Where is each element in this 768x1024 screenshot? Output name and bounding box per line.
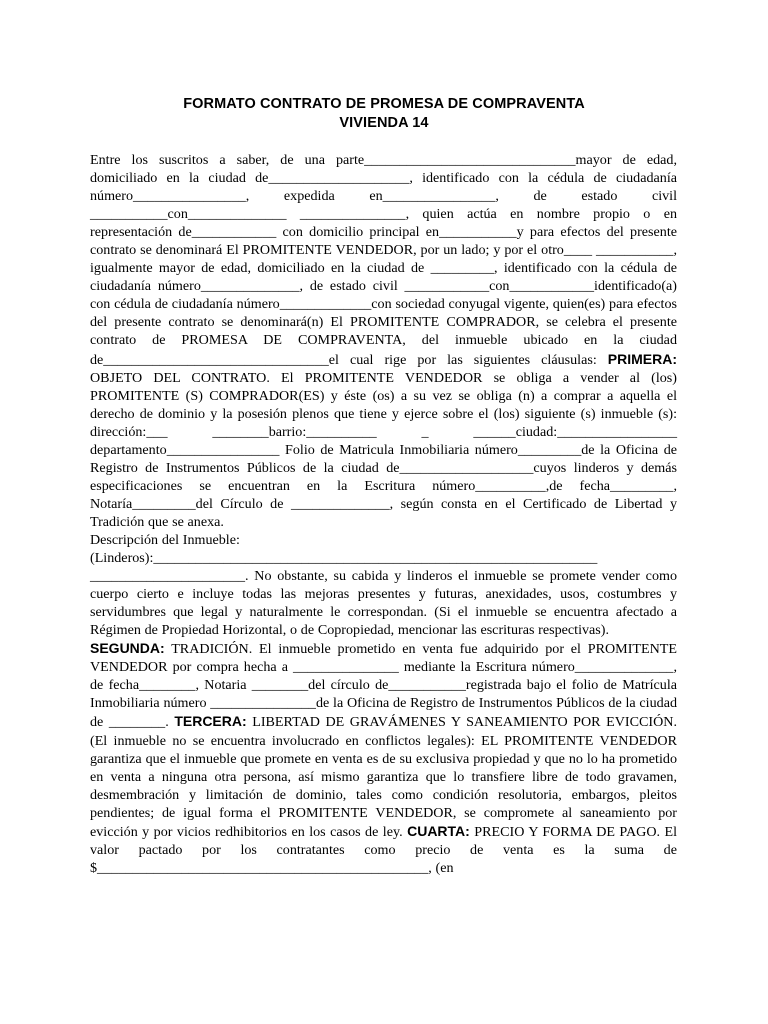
clause-cuarta-text: PRECIO Y FORMA DE PAGO. El valor pactado por los contratantes como precio de venta es la suma de $_______________________________________________, (en: [90, 823, 677, 876]
clause-segunda-text: TRADICIÓN. El inmueble prometido en venta fue adquirido por el PROMITENTE VENDEDOR por compra hecha a _______________ mediante la Escritura número______________, de fecha________, Notaria ________del círculo de___________registrada bajo el folio de Matrícula Inmobiliaria número _______________de la Oficina de Registro de Instrumentos Públicos de la ciudad de ________.: [90, 641, 677, 731]
document-title: FORMATO CONTRATO DE PROMESA DE COMPRAVENTA: [183, 96, 585, 112]
parties-text: Entre los suscritos a saber, de una parte______________________________mayor de edad, domiciliado en la ciudad de____________________, identificado con la cédula de ciudadanía número________________, expedida en________________, de estado civil ___________con______________ _______________, quien actúa en nombre propio o en representación de____________ con domicilio principal en___________y para efectos del presente contrato se denominará El PROMITENTE VENDEDOR, por un lado; y por el otro____ ___________, igualmente mayor de edad, domiciliado en la ciudad de _________, identificado con la cédula de ciudadanía número______________, de estado civil ____________con____________identificado(a) con cédula de ciudadanía número_____________con sociedad conyugal vigente, quien(es) para efectos del presente contrato se denominará(n) El PROMITENTE COMPRADOR, se celebra el presente contrato de PROMESA DE COMPRAVENTA, del inmueble ubicado en la ciudad de________________________________el cual rige por las siguientes cláusulas:: [90, 152, 677, 368]
clause-primera-label: PRIMERA:: [607, 350, 677, 367]
clause-tercera-label: TERCERA:: [174, 713, 247, 730]
clause-primera-text: OBJETO DEL CONTRATO. El PROMITENTE VENDEDOR se obliga a vender al (los) PROMITENTE (S) COMPRADOR(ES) y éste (os) a su vez se obliga (n) a comprar a aquella el derecho de dominio y la posesión plenos que tiene y ejerce sobre el (los) siguiente (s) inmueble (s): dirección:___ ________barrio:__________ _ ______ciudad:_________________ departamento________________ Folio de Matricula Inmobiliaria número_________de la Oficina de Registro de Instrumentos Públicos de la ciudad de___________________cuyos linderos y demás especificaciones se encuentran en la Escritura número__________,de fecha_________, Notaría_________del Círculo de ______________, según consta en el Certificado de Libertad y Tradición que se anexa.: [90, 369, 677, 530]
clause-segunda-label: SEGUNDA:: [90, 640, 165, 657]
parties-paragraph: [90, 151, 677, 531]
clause-cuarta-label: CUARTA:: [407, 822, 470, 839]
clauses-paragraph: [90, 639, 677, 877]
description-label: Descripción del Inmueble:: [90, 531, 240, 548]
cabida-paragraph: ______________________. No obstante, su cabida y linderos el inmueble se promete vender como cuerpo cierto e incluye todas las mejoras presentes y futuras, anexidades, usos, costumbres y servidumbres que legal y naturalmente le correspondan. (Si el inmueble se encuentra afectado a Régimen de Propiedad Horizontal, o de Copropiedad, mencionar las escrituras respectivas).: [90, 568, 677, 639]
linderos-line: (Linderos):_______________________________________________________________: [90, 550, 598, 567]
clause-tercera-text: LIBERTAD DE GRAVÁMENES Y SANEAMIENTO POR EVICCIÓN. (El inmueble no se encuentra involucrado en conflictos legales): EL PROMITENTE VENDEDOR garantiza que el inmueble que promete en venta es de su exclusiva propiedad y que no lo ha prometido en venta a ninguna otra persona, así mismo garantiza que lo transfiere libre de todo gravamen, desmembración y limitación de dominio, tales como condición resolutoria, embargos, pleitos pendientes; de igual forma el PROMITENTE VENDEDOR, se compromete al saneamiento por evicción y por vicios redhibitorios en los casos de ley.: [90, 714, 677, 840]
contract-body: [90, 151, 677, 877]
document-subtitle: VIVIENDA 14: [339, 115, 429, 131]
